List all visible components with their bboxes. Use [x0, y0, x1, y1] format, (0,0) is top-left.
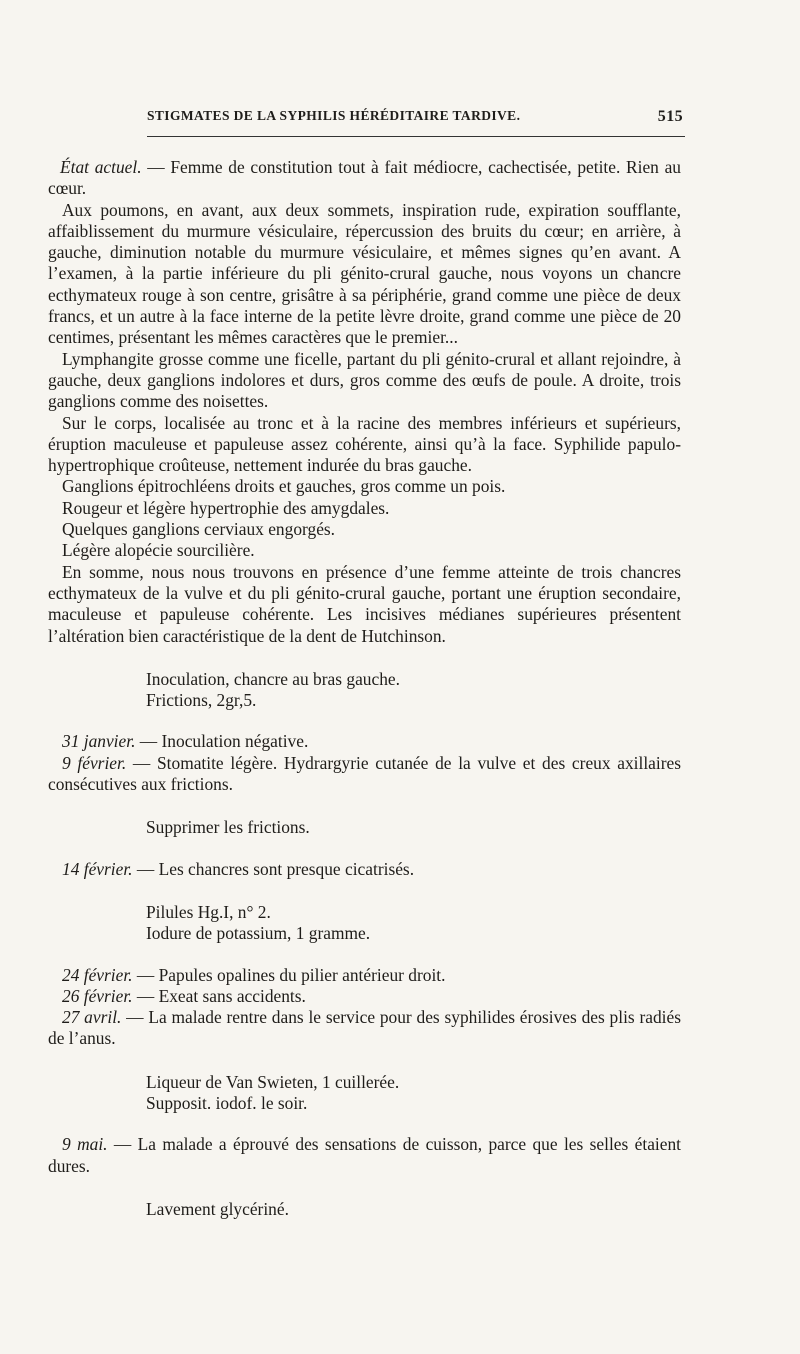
prescription-iodure: Iodure de potassium, 1 gramme.	[146, 923, 371, 944]
paragraph-en-somme: En somme, nous nous trouvons en présence d’une femme atteinte de trois chancres ecthymateux de la vulve et du pli génito-crural gauche, portant une éruption secondaire, maculeuse et papuleuse cohérente. Les incisives médianes supérieures présentent l’altération bien caractéristique de la dent de Hutchinson.	[48, 561, 681, 646]
body-text	[48, 157, 681, 1220]
paragraph-quelques: Quelques ganglions cerviaux engorgés.	[62, 519, 336, 540]
etat-text: — Femme de constitution tout à fait médiocre, cachectisée, petite. Rien au cœur.	[48, 157, 681, 199]
prescription-liqueur: Liqueur de Van Swieten, 1 cuillerée.	[146, 1071, 400, 1092]
paragraph-corps: Sur le corps, localisée au tronc et à la racine des membres inférieurs et supérieurs, éruption maculeuse et papuleuse assez cohérente, ainsi qu’à la face. Syphilide papulo-hypertrophique croûteuse, nettement indurée du bras gauche.	[48, 412, 681, 476]
paragraph-rougeur: Rougeur et légère hypertrophie des amygdales.	[62, 497, 390, 518]
entry-text: — Papules opalines du pilier antérieur droit.	[132, 964, 446, 985]
prescription-lavement: Lavement glycériné.	[146, 1198, 289, 1219]
entry-text: — La malade a éprouvé des sensations de cuisson, parce que les selles étaient dures.	[48, 1134, 681, 1176]
prescription-supprimer: Supprimer les frictions.	[146, 817, 310, 838]
entry-27-avril	[48, 1007, 681, 1050]
entry-text: — Exeat sans accidents.	[132, 985, 306, 1006]
entry-date: 31 janvier.	[62, 731, 136, 752]
entry-date: 14 février.	[62, 858, 133, 879]
entry-9-mai	[48, 1134, 681, 1177]
entry-text: — Les chancres sont presque cicatrisés.	[132, 858, 415, 879]
paragraph-ganglions: Ganglions épitrochléens droits et gauches, gros comme un pois.	[62, 476, 506, 497]
entry-date: 27 avril.	[62, 1007, 122, 1028]
paragraph-alopecie: Légère alopécie sourcilière.	[62, 540, 255, 561]
page-number: 515	[657, 108, 683, 125]
entry-text: — Stomatite légère. Hydrargyrie cutanée de la vulve et des creux axillaires consécutives aux frictions.	[48, 752, 681, 795]
etat-label: État actuel.	[60, 157, 142, 177]
paragraph-poumons: Aux poumons, en avant, aux deux sommets, inspiration rude, expiration soufflante, affaiblissement du murmure vésiculaire, répercussion des bruits du cœur; en arrière, à gauche, diminution notable du murmure vésiculaire, et mêmes signes qu’en avant. A l’examen, à la partie inférieure du pli génito-crural gauche, nous voyons un chancre ecthymateux rouge à son centre, grisâtre à sa périphérie, grand comme une pièce de deux francs, et un autre à la face interne de la petite lèvre droite, grand comme une pièce de 20 centimes, présentant les mêmes caractères que le premier...	[48, 199, 681, 348]
paragraph-lymphangite: Lymphangite grosse comme une ficelle, partant du pli génito-crural et allant rejoindre, à gauche, deux ganglions indolores et durs, gros comme des œufs de poule. A droite, trois ganglions comme des noisettes.	[48, 348, 681, 412]
paragraph-etat-actuel	[48, 157, 681, 200]
entry-26-fevrier	[48, 986, 681, 1007]
entry-9-fevrier	[48, 753, 681, 796]
entry-text: — Inoculation négative.	[135, 731, 309, 752]
prescription-supposit: Supposit. iodof. le soir.	[146, 1092, 308, 1113]
entry-date: 9 février.	[62, 752, 127, 773]
header-rule	[147, 136, 685, 137]
entry-24-fevrier	[48, 965, 681, 986]
prescription-pilules: Pilules Hg.I, n° 2.	[146, 901, 271, 922]
entry-date: 24 février.	[62, 964, 133, 985]
running-title: STIGMATES DE LA SYPHILIS HÉRÉDITAIRE TARDIVE.	[147, 108, 521, 123]
prescription-inoculation: Inoculation, chancre au bras gauche.	[146, 668, 400, 689]
entry-text: — La malade rentre dans le service pour des syphilides érosives des plis radiés de l’anus.	[48, 1007, 681, 1049]
entry-date: 9 mai.	[62, 1134, 108, 1155]
entry-31-janvier	[48, 731, 681, 752]
entry-date: 26 février.	[62, 985, 133, 1006]
entry-14-fevrier	[48, 859, 681, 880]
running-header	[147, 108, 683, 130]
prescription-frictions: Frictions, 2gr,5.	[146, 690, 257, 711]
